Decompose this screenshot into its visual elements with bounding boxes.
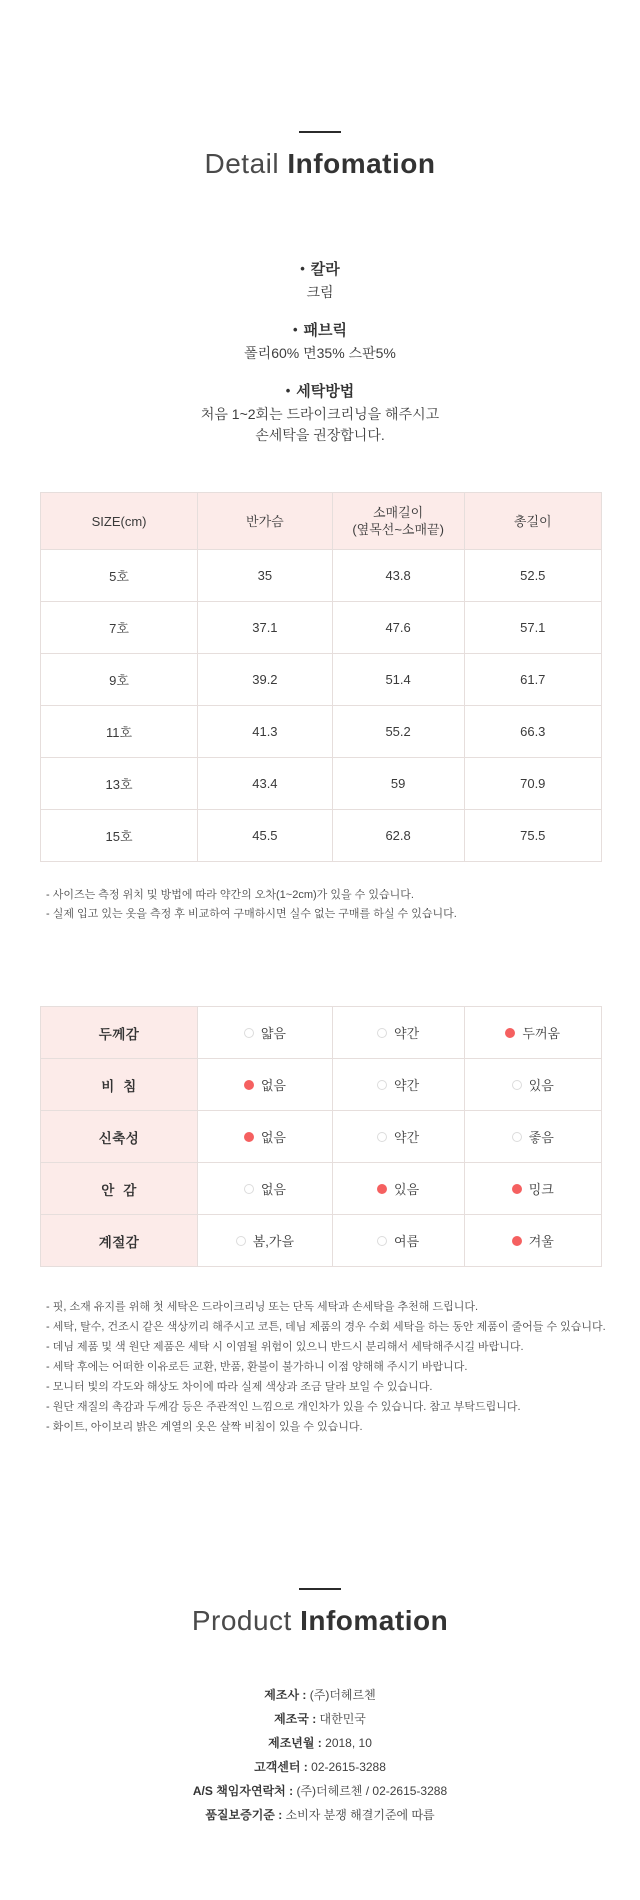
product-info-value: (주)더헤르첸 [309,1688,376,1702]
feel-option-label: 있음 [528,1078,554,1093]
feel-option [512,1075,554,1094]
size-table-wrap [40,492,601,862]
feel-option [244,1023,286,1042]
detail-title-light: Detail [204,148,280,179]
bullet-icon: • [285,383,291,398]
size-cell: 75.5 [464,810,601,862]
detail-section-title [0,148,640,180]
feel-option-cell [464,1215,601,1267]
spec-value: 처음 1~2회는 드라이크리닝을 해주시고 손세탁을 권장합니다. [200,406,440,443]
feel-option-cell [464,1163,601,1215]
feel-option [377,1127,419,1146]
product-info-label: A/S 책임자연락처 : [192,1784,297,1798]
feel-option-label: 있음 [394,1182,420,1197]
radio-selected-icon [512,1236,522,1246]
size-cell: 39.2 [198,654,333,706]
care-notes [46,1297,620,1437]
size-table-row [41,758,602,810]
size-cell: 70.9 [464,758,601,810]
product-info-label: 제조년월 : [268,1736,326,1750]
note-line: - 실제 입고 있는 옷을 측정 후 비교하여 구매하시면 실수 없는 구매를 하실 수 있습니다. [46,908,457,920]
product-info-value: 소비자 분쟁 해결기준에 따름 [285,1808,435,1822]
size-table-row [41,654,602,706]
size-cell: 45.5 [198,810,333,862]
feel-option-cell [464,1059,601,1111]
product-info-value: (주)더헤르첸 / 02-2615-3288 [296,1784,448,1798]
size-table-row [41,810,602,862]
feel-option [377,1023,419,1042]
feel-option-cell [198,1163,333,1215]
spec-label: • 세탁방법 [285,383,355,400]
feel-option-label: 좋음 [528,1130,554,1145]
feel-table-wrap [40,1006,601,1267]
product-section-header [0,1577,640,1637]
radio-selected-icon [512,1184,522,1194]
note-line: - 원단 재질의 촉감과 두께감 등은 주관적인 느낌으로 개인차가 있을 수 있습니다. 참고 부탁드립니다. [46,1401,521,1413]
feel-option-label: 두꺼움 [522,1026,561,1041]
feel-option-label: 약간 [394,1130,420,1145]
size-column-header: 소매길이 (옆목선~소매끝) [332,493,464,550]
feel-row-label: 신축성 [41,1111,198,1163]
product-title-bold: Infomation [300,1605,449,1636]
feel-option [244,1127,286,1146]
feel-option-cell [332,1059,464,1111]
feel-option-cell [332,1111,464,1163]
feel-option-cell [332,1215,464,1267]
product-title-light: Product [191,1605,292,1636]
feel-option-cell [198,1059,333,1111]
product-info-value: 대한민국 [319,1712,366,1726]
spec-label: • 칼라 [300,261,340,278]
feel-table-row [41,1059,602,1111]
size-column-header: 총길이 [464,493,601,550]
size-cell: 7호 [41,602,198,654]
size-table-row [41,550,602,602]
feel-option-cell [332,1163,464,1215]
spec-label: • 패브릭 [292,322,348,339]
size-table [40,492,602,862]
top-spacer [0,0,640,120]
note-line: - 세탁, 탈수, 건조시 같은 색상끼리 해주시고 코튼, 데님 제품의 경우 수회 세탁을 하는 동안 제품이 줄어들 수 있습니다. [46,1321,606,1333]
radio-selected-icon [244,1132,254,1142]
radio-selected-icon [244,1080,254,1090]
product-section-title [0,1605,640,1637]
size-cell: 9호 [41,654,198,706]
radio-unselected-icon [512,1132,522,1142]
feel-option-cell [464,1111,601,1163]
feel-option [236,1231,294,1250]
radio-unselected-icon [236,1236,246,1246]
product-info-line [0,1779,640,1803]
detail-title-bold: Infomation [287,148,436,179]
feel-table [40,1006,602,1267]
feel-row-label: 두께감 [41,1007,198,1059]
size-cell: 62.8 [332,810,464,862]
detail-section-header [0,120,640,180]
size-notes [46,886,610,924]
feel-option [244,1075,286,1094]
size-cell: 11호 [41,706,198,758]
spec-value: 크림 [306,284,334,300]
product-info-line [0,1731,640,1755]
note-line: - 핏, 소재 유지를 위해 첫 세탁은 드라이크리닝 또는 단독 세탁과 손세탁을 추천해 드립니다. [46,1301,479,1313]
size-table-row [41,706,602,758]
size-cell: 37.1 [198,602,333,654]
feel-option-label: 봄,가을 [252,1234,295,1249]
section-divider-line [299,131,341,133]
size-cell: 55.2 [332,706,464,758]
product-info-line [0,1683,640,1707]
feel-option-label: 겨울 [528,1234,554,1249]
section-divider-line [299,1588,341,1590]
feel-option-cell [198,1111,333,1163]
feel-option [244,1179,286,1198]
size-cell: 5호 [41,550,198,602]
feel-option-cell [464,1007,601,1059]
radio-selected-icon [505,1028,515,1038]
radio-unselected-icon [377,1132,387,1142]
feel-option-label: 여름 [394,1234,420,1249]
note-line: - 데님 제품 및 색 원단 제품은 세탁 시 이염될 위험이 있으니 반드시 분리해서 세탁해주시길 바랍니다. [46,1341,524,1353]
radio-unselected-icon [512,1080,522,1090]
feel-option [377,1231,419,1250]
feel-option [512,1231,554,1250]
product-info-label: 고객센터 : [254,1760,312,1774]
feel-table-row [41,1111,602,1163]
feel-row-label: 계절감 [41,1215,198,1267]
feel-option-cell [198,1215,333,1267]
size-cell: 47.6 [332,602,464,654]
product-info-label: 제조사 : [264,1688,310,1702]
feel-option-label: 밍크 [528,1182,554,1197]
size-cell: 13호 [41,758,198,810]
note-line: - 사이즈는 측정 위치 및 방법에 따라 약간의 오차(1~2cm)가 있을 수 있습니다. [46,889,414,901]
note-line: - 모니터 빛의 각도와 해상도 차이에 따라 실제 색상과 조금 달라 보일 수 있습니다. [46,1381,433,1393]
feel-option-label: 약간 [394,1078,420,1093]
feel-option [512,1127,554,1146]
spec-item [0,380,640,446]
radio-unselected-icon [244,1184,254,1194]
radio-unselected-icon [377,1028,387,1038]
product-info-line [0,1803,640,1827]
size-cell: 43.4 [198,758,333,810]
size-column-header: 반가슴 [198,493,333,550]
feel-option [512,1179,554,1198]
feel-row-label: 안 감 [41,1163,198,1215]
feel-table-row [41,1163,602,1215]
feel-option [377,1179,419,1198]
feel-option-label: 없음 [260,1078,286,1093]
size-cell: 57.1 [464,602,601,654]
feel-option-cell [332,1007,464,1059]
product-info-value: 02-2615-3288 [311,1760,386,1774]
feel-option [377,1075,419,1094]
size-table-body [41,550,602,862]
spec-list [0,258,640,446]
product-info-value: 2018, 10 [325,1736,372,1750]
spec-item [0,319,640,364]
radio-selected-icon [377,1184,387,1194]
product-info-line [0,1707,640,1731]
size-cell: 41.3 [198,706,333,758]
feel-table-row [41,1007,602,1059]
feel-table-row [41,1215,602,1267]
size-table-row [41,602,602,654]
size-cell: 59 [332,758,464,810]
size-cell: 61.7 [464,654,601,706]
feel-option-label: 없음 [260,1130,286,1145]
size-cell: 51.4 [332,654,464,706]
product-info-label: 제조국 : [274,1712,320,1726]
radio-unselected-icon [244,1028,254,1038]
size-table-header-row [41,493,602,550]
size-cell: 35 [198,550,333,602]
radio-unselected-icon [377,1236,387,1246]
size-cell: 15호 [41,810,198,862]
feel-table-body [41,1007,602,1267]
size-cell: 52.5 [464,550,601,602]
note-line: - 세탁 후에는 어떠한 이유로든 교환, 반품, 환불이 불가하니 이점 양해해 주시기 바랍니다. [46,1361,468,1373]
size-cell: 43.8 [332,550,464,602]
product-info-label: 품질보증기준 : [205,1808,286,1822]
feel-row-label: 비 침 [41,1059,198,1111]
feel-option-label: 약간 [394,1026,420,1041]
feel-option-label: 없음 [260,1182,286,1197]
feel-option-label: 얇음 [260,1026,286,1041]
bullet-icon: • [292,322,298,337]
size-column-header: SIZE(cm) [41,493,198,550]
spec-item [0,258,640,303]
radio-unselected-icon [377,1080,387,1090]
product-info-list [0,1683,640,1827]
size-cell: 66.3 [464,706,601,758]
spec-value: 폴리60% 면35% 스판5% [244,345,396,361]
note-line: - 화이트, 아이보리 밝은 계열의 옷은 살짝 비침이 있을 수 있습니다. [46,1421,363,1433]
product-info-line [0,1755,640,1779]
feel-option-cell [198,1007,333,1059]
bullet-icon: • [300,261,305,276]
feel-option [505,1023,560,1042]
